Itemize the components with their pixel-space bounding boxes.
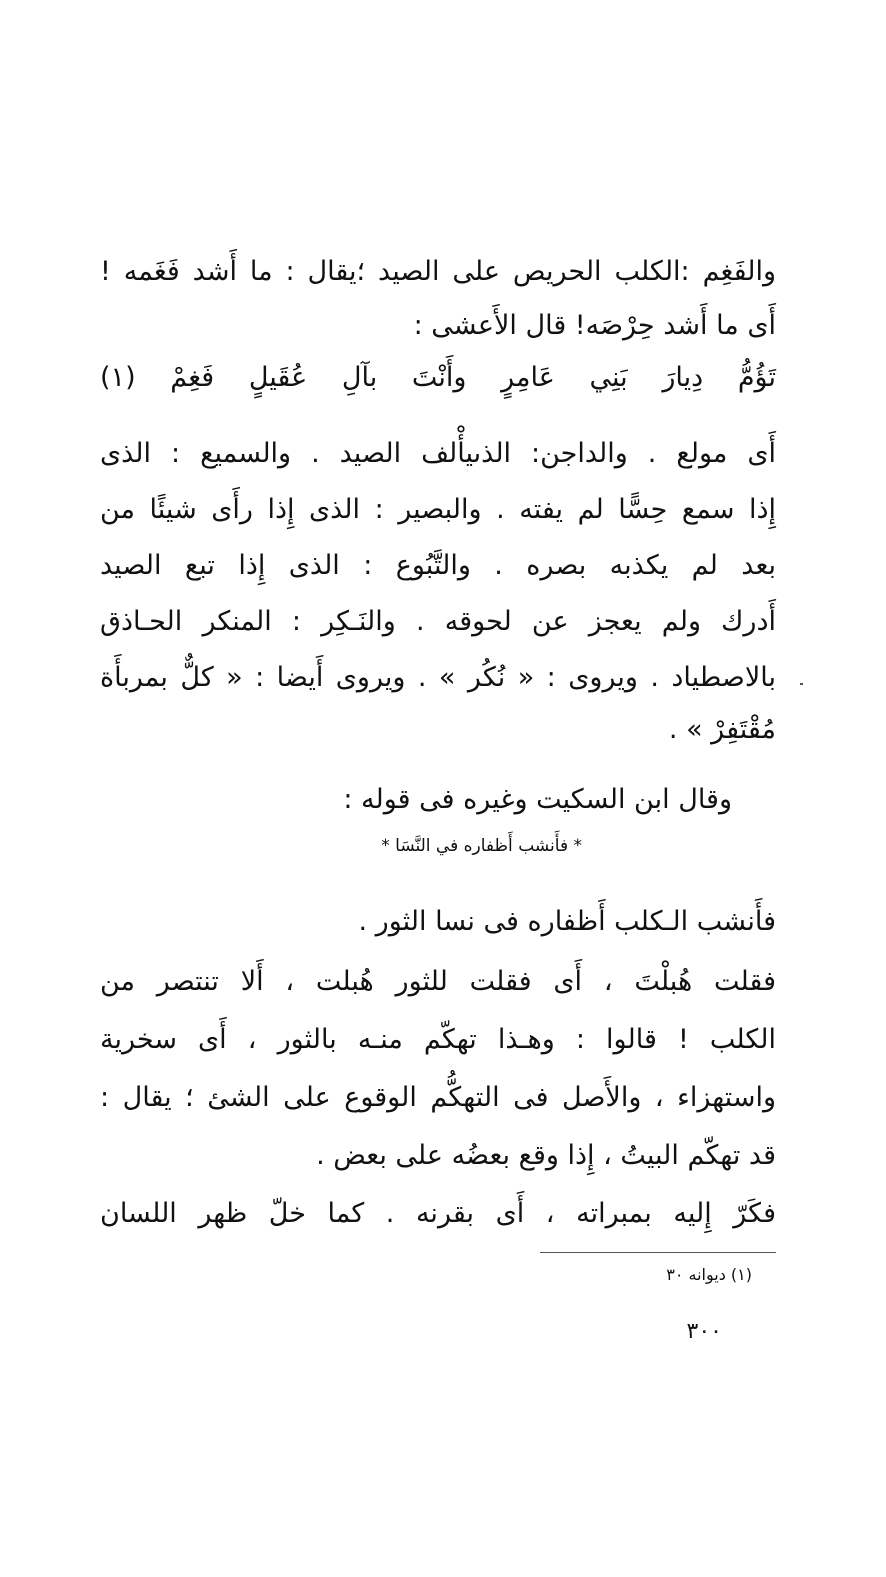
text-line-9: مُقْتَفِرْ » .: [668, 714, 776, 745]
text-line-7: أَدرك ولم يعجز عن لحوقه . والنَـكِر : المنكر الحـاذق: [100, 606, 776, 637]
text-line-10: وقال ابن السكيت وغيره فى قوله :: [343, 784, 732, 815]
text-line-8: بالاصطياد . ويروى : « نُكُر » . ويروى أَيضا : « كلٌّ بمربأَة: [100, 662, 776, 693]
text-line-13: فقلت هُبلْتَ ، أَى فقلت للثور هُبلت ، أَلا تنتصر من: [100, 966, 776, 997]
text-line-5: إِذا سمع حِسًّا لم يفته . والبصير : الذى إِذا رأَى شيئًا من: [100, 494, 776, 525]
page-number: ٣٠٠: [686, 1319, 722, 1344]
verse-quote: * فأَنشب أَظفاره في النَّسَا *: [381, 836, 582, 856]
text-line-15: واستهزاء ، والأَصل فى التهكُّم الوقوع على الشئ ؛ يقال :: [100, 1082, 776, 1113]
text-line-14: الكلب ! قالوا : وهـذا تهكّم منـه بالثور ، أَى سخرية: [100, 1024, 776, 1055]
text-line-16: قد تهكّم البيتُ ، إِذا وقع بعضُه على بعض .: [316, 1140, 776, 1171]
text-line-17: فكَرّ إِليه بمبراته ، أَى بقرنه . كما خلّ ظهر اللسان: [100, 1198, 776, 1229]
footnote: (١) ديوانه ٣٠: [666, 1265, 752, 1284]
footnote-separator: [540, 1252, 776, 1253]
text-line-4: أَى مولع . والداجن: الذىيأْلف الصيد . والسميع : الذى: [100, 438, 776, 469]
text-line-1: والفَغِم :الكلب الحريص على الصيد ؛يقال : ما أَشد فَغَمه !: [100, 256, 776, 287]
text-line-2: أَى ما أَشد حِرْصَه! قال الأَعشى :: [413, 310, 776, 341]
poem-verse: تَؤُمُّ دِيارَ بَنِي عَامِرٍ وأَنْتَ بآلِ عُقَيلٍ فَغِمْ (١): [100, 362, 776, 393]
text-line-6: بعد لم يكذبه بصره . والتَّبُوع : الذى إِذا تبع الصيد: [100, 550, 776, 581]
margin-mark: [800, 683, 803, 685]
text-line-12: فأَنشب الـكلب أَظفاره فى نسا الثور .: [358, 906, 776, 937]
